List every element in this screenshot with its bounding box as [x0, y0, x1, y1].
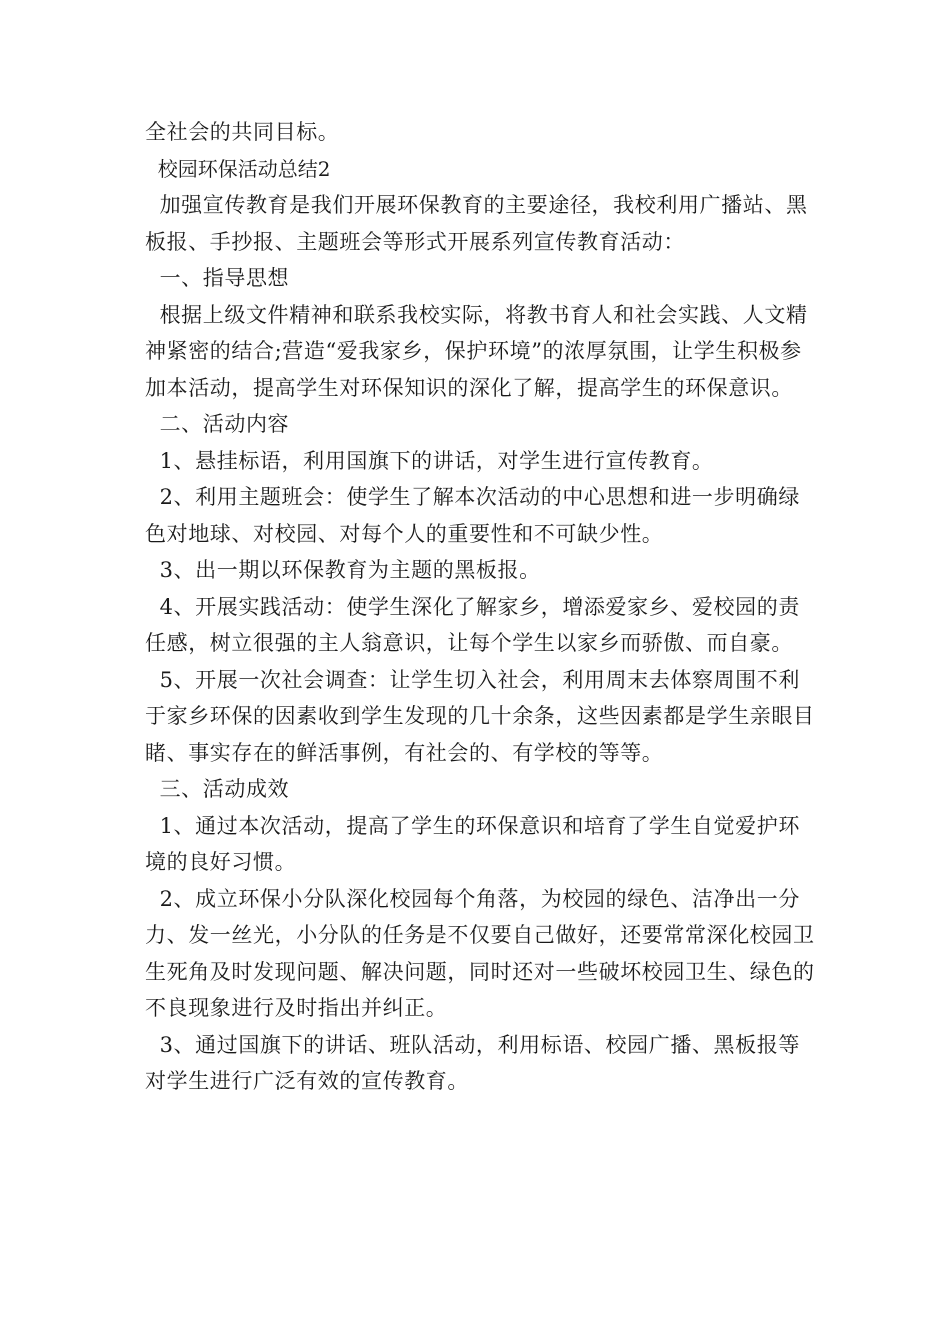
paragraph-intro: 加强宣传教育是我们开展环保教育的主要途径，我校利用广播站、黑板报、手抄报、主题班会等形式开展系列宣传教育活动： [145, 193, 808, 254]
heading-guiding-thought: 一、指导思想 [145, 266, 290, 290]
heading-activity-results: 三、活动成效 [145, 777, 290, 801]
paragraph-continuation: 全社会的共同目标。 [145, 120, 340, 144]
section-title: 校园环保活动总结2 [145, 156, 331, 181]
list-item-result-2: 2、成立环保小分队深化校园每个角落，为校园的绿色、洁净出一分力、发一丝光，小分队的任务是不仅要自己做好，还要常常深化校园卫生死角及时发现问题、解决问题，同时还对一些破坏校园卫生、绿色的不良现象进行及时指出并纠正。 [145, 886, 815, 1020]
list-item-activity-5: 5、开展一次社会调查：让学生切入社会，利用周末去体察周围不利于家乡环保的因素收到学生发现的几十余条，这些因素都是学生亲眼目睹、事实存在的鲜活事例，有社会的、有学校的等等。 [145, 667, 815, 765]
list-item-activity-3: 3、出一期以环保教育为主题的黑板报。 [145, 558, 541, 582]
heading-activity-content: 二、活动内容 [145, 412, 290, 436]
list-item-result-1: 1、通过本次活动，提高了学生的环保意识和培育了学生自觉爱护环境的良好习惯。 [145, 813, 800, 874]
list-item-activity-2: 2、利用主题班会：使学生了解本次活动的中心思想和进一步明确绿色对地球、对校园、对每个人的重要性和不可缺少性。 [145, 485, 800, 546]
list-item-activity-4: 4、开展实践活动：使学生深化了解家乡，增添爱家乡、爱校园的责任感，树立很强的主人翁意识，让每个学生以家乡而骄傲、而自豪。 [145, 594, 800, 655]
document-body [145, 114, 815, 1100]
list-item-activity-1: 1、悬挂标语，利用国旗下的讲话，对学生进行宣传教育。 [145, 448, 714, 473]
list-item-result-3: 3、通过国旗下的讲话、班队活动，利用标语、校园广播、黑板报等对学生进行广泛有效的宣传教育。 [145, 1032, 800, 1093]
paragraph-guiding-thought: 根据上级文件精神和联系我校实际，将教书育人和社会实践、人文精神紧密的结合;营造“爱我家乡，保护环境”的浓厚氛围，让学生积极参加本活动，提高学生对环保知识的深化了解，提高学生的环保意识。 [145, 302, 808, 400]
